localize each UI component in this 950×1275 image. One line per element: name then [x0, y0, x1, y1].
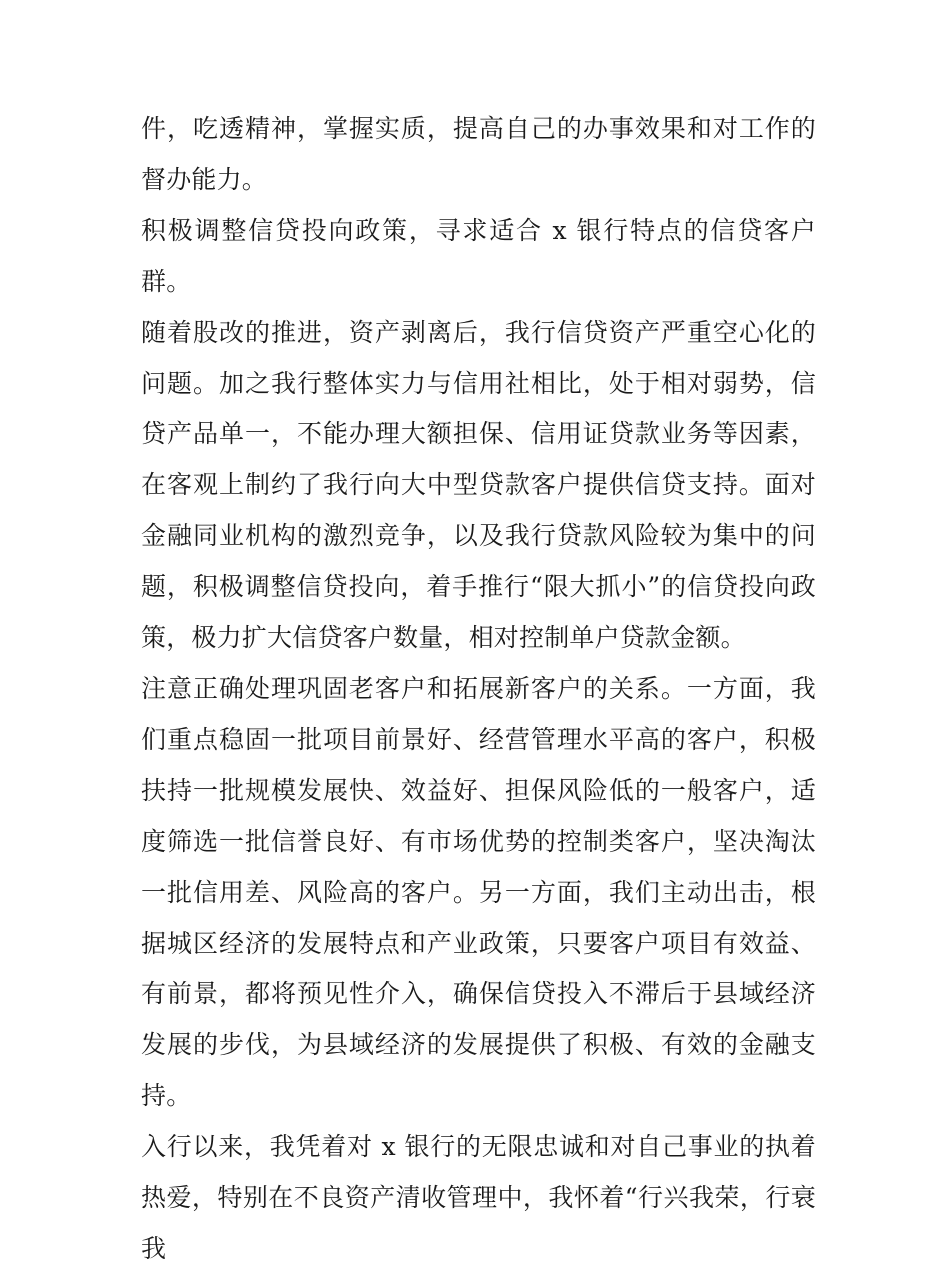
document-body: [141, 104, 816, 1275]
paragraph-1: 件，吃透精神，掌握实质，提高自己的办事效果和对工作的督办能力。: [141, 114, 816, 194]
paragraph-4: 注意正确处理巩固老客户和拓展新客户的关系。一方面，我们重点稳固一批项目前景好、经营管理水平高的客户，积极扶持一批规模发展快、效益好、担保风险低的一般客户，适度筛选一批信誉良好、有市场优势的控制类客户，坚决淘汰一批信用差、风险高的客户。另一方面，我们主动出击，根据城区经济的发展特点和产业政策，只要客户项目有效益、有前景，都将预见性介入，确保信贷投入不滞后于县域经济发展的步伐，为县域经济的发展提供了积极、有效的金融支持。: [141, 673, 816, 1111]
paragraph-3: 随着股改的推进，资产剥离后，我行信贷资产严重空心化的问题。加之我行整体实力与信用社相比，处于相对弱势，信贷产品单一，不能办理大额担保、信用证贷款业务等因素，在客观上制约了我行向大中型贷款客户提供信贷支持。面对金融同业机构的激烈竞争，以及我行贷款风险较为集中的问题，积极调整信贷投向，着手推行“限大抓小”的信贷投向政策，极力扩大信贷客户数量，相对控制单户贷款金额。: [141, 317, 816, 653]
paragraph-2: 积极调整信贷投向政策，寻求适合 x 银行特点的信贷客户群。: [141, 215, 816, 296]
paragraph-5: 入行以来，我凭着对 x 银行的无限忠诚和对自己事业的执着热爱，特别在不良资产清收管理中，我怀着“行兴我荣，行衰我: [141, 1132, 816, 1263]
